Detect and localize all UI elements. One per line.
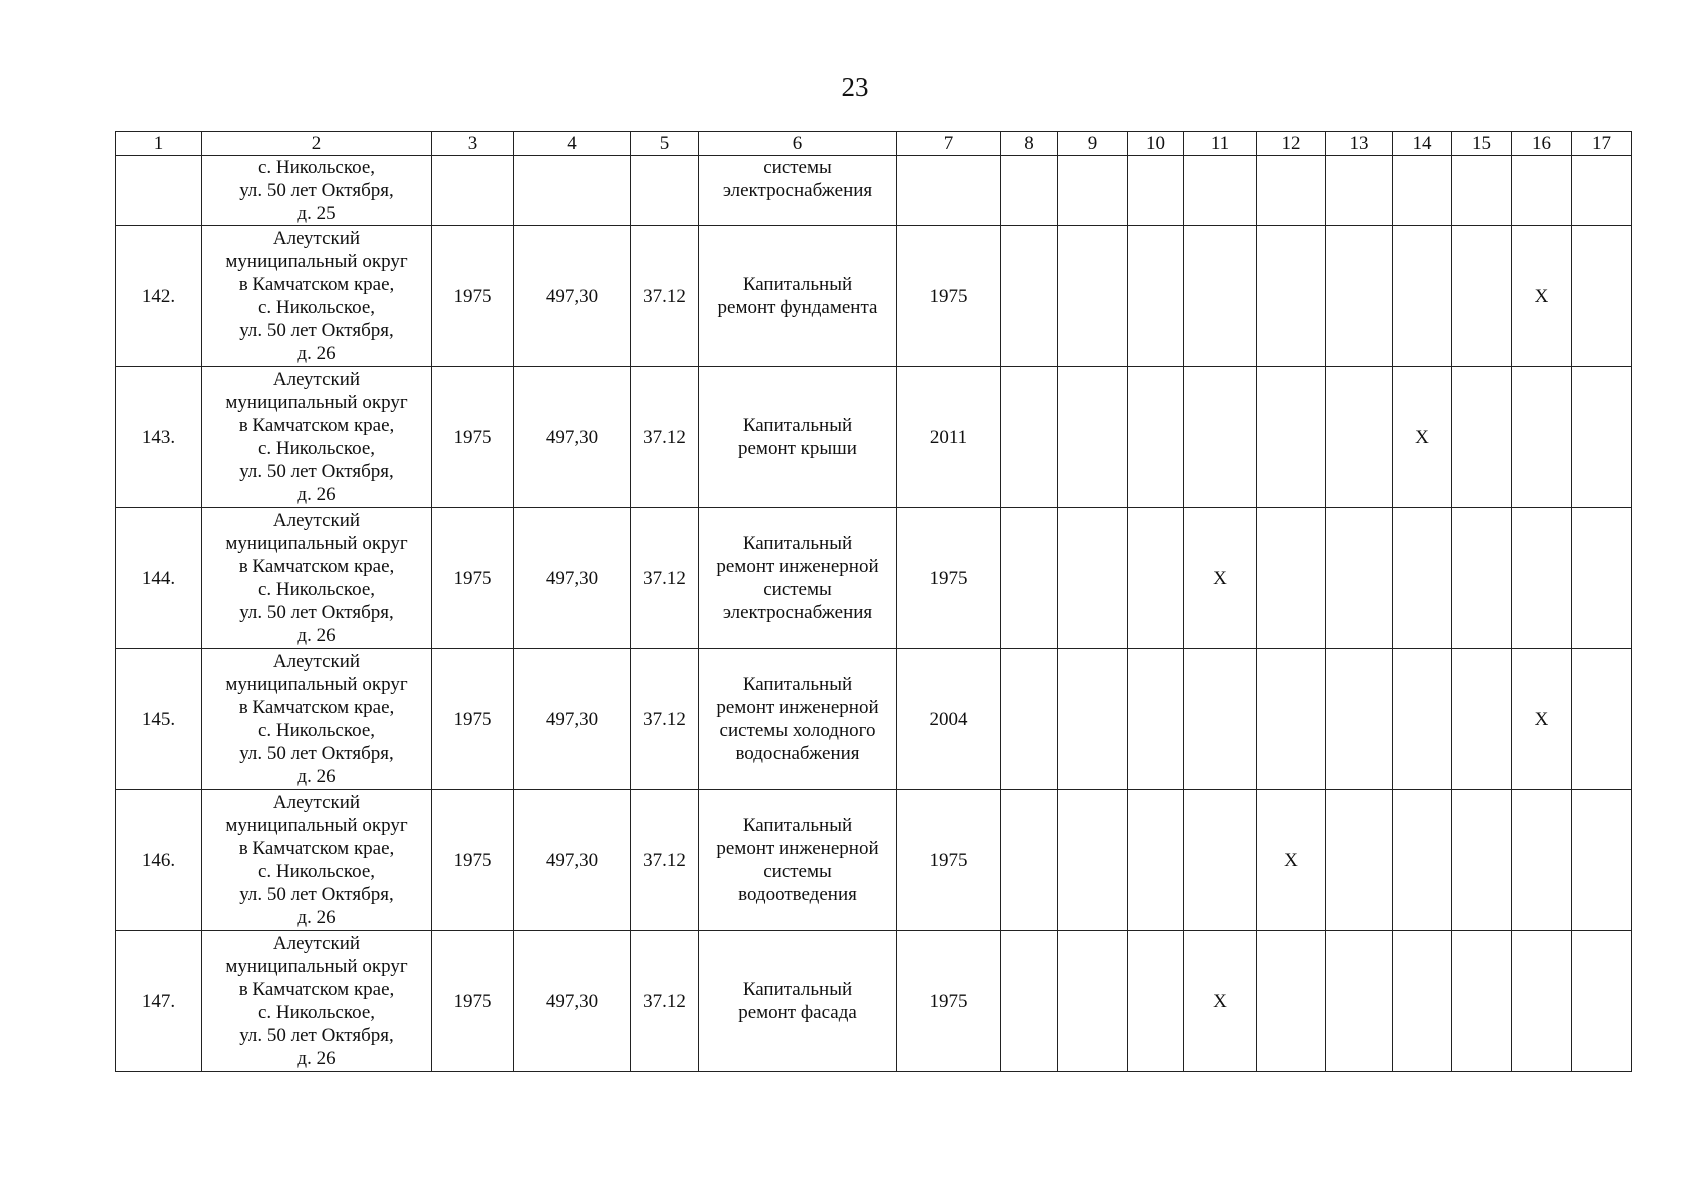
- code-cell: 37.12: [631, 367, 699, 508]
- year-mark-cell: [1058, 508, 1128, 649]
- area-cell: 497,30: [514, 649, 631, 790]
- column-number-header: 16: [1512, 132, 1572, 156]
- year-mark-cell: [1452, 226, 1512, 367]
- year-mark-cell: [1128, 508, 1184, 649]
- column-number-header: 14: [1393, 132, 1452, 156]
- year-mark-cell: [1128, 226, 1184, 367]
- year-mark-cell: [1326, 226, 1393, 367]
- year-mark-cell: [1058, 226, 1128, 367]
- column-number-header: 1: [116, 132, 202, 156]
- column-number-header: 10: [1128, 132, 1184, 156]
- year-mark-cell: [1512, 790, 1572, 931]
- empty-cell: [514, 156, 631, 226]
- repair-year-cell: 1975: [897, 790, 1001, 931]
- year-mark-cell: [1572, 931, 1632, 1072]
- year-mark-cell: [1001, 226, 1058, 367]
- row-number-cell: 142.: [116, 226, 202, 367]
- year-mark-cell: [1512, 931, 1572, 1072]
- year-mark-cell: X: [1512, 226, 1572, 367]
- repair-year-cell: 1975: [897, 931, 1001, 1072]
- year-mark-cell: [1393, 508, 1452, 649]
- address-cell: Алеутский муниципальный округ в Камчатском крае, с. Никольское, ул. 50 лет Октября, д. 26: [202, 931, 432, 1072]
- year-mark-cell: [1572, 508, 1632, 649]
- table-row: [116, 790, 1632, 931]
- empty-cell: [1128, 156, 1184, 226]
- year-mark-cell: [1001, 790, 1058, 931]
- table-row: [116, 226, 1632, 367]
- code-cell: 37.12: [631, 931, 699, 1072]
- empty-cell: [897, 156, 1001, 226]
- column-number-header: 13: [1326, 132, 1393, 156]
- year-mark-cell: X: [1512, 649, 1572, 790]
- empty-cell: [1452, 156, 1512, 226]
- column-number-header: 5: [631, 132, 699, 156]
- year-mark-cell: [1452, 649, 1512, 790]
- table-row: [116, 931, 1632, 1072]
- code-cell: 37.12: [631, 790, 699, 931]
- area-cell: 497,30: [514, 790, 631, 931]
- column-number-header: 3: [432, 132, 514, 156]
- year-mark-cell: [1058, 931, 1128, 1072]
- work-type-cell: системы электроснабжения: [699, 156, 897, 226]
- column-number-header: 6: [699, 132, 897, 156]
- year-mark-cell: [1326, 790, 1393, 931]
- work-type-cell: Капитальный ремонт инженерной системы водоотведения: [699, 790, 897, 931]
- column-number-header: 4: [514, 132, 631, 156]
- column-number-header: 17: [1572, 132, 1632, 156]
- year-mark-cell: [1452, 367, 1512, 508]
- empty-cell: [631, 156, 699, 226]
- work-type-cell: Капитальный ремонт крыши: [699, 367, 897, 508]
- year-mark-cell: [1393, 790, 1452, 931]
- address-cell: Алеутский муниципальный округ в Камчатском крае, с. Никольское, ул. 50 лет Октября, д. 26: [202, 649, 432, 790]
- year-mark-cell: [1257, 367, 1326, 508]
- empty-cell: [116, 156, 202, 226]
- code-cell: 37.12: [631, 226, 699, 367]
- row-number-cell: 143.: [116, 367, 202, 508]
- table-row: [116, 367, 1632, 508]
- year-built-cell: 1975: [432, 508, 514, 649]
- continuation-row: [116, 156, 1632, 226]
- row-number-cell: 146.: [116, 790, 202, 931]
- page-number: 23: [841, 72, 869, 102]
- code-cell: 37.12: [631, 508, 699, 649]
- year-mark-cell: [1326, 931, 1393, 1072]
- year-mark-cell: [1001, 508, 1058, 649]
- work-type-cell: Капитальный ремонт фасада: [699, 931, 897, 1072]
- year-mark-cell: [1184, 367, 1257, 508]
- year-mark-cell: [1326, 367, 1393, 508]
- work-type-cell: Капитальный ремонт фундамента: [699, 226, 897, 367]
- repair-schedule-table: [115, 131, 1632, 1072]
- year-built-cell: 1975: [432, 367, 514, 508]
- area-cell: 497,30: [514, 508, 631, 649]
- table-row: [116, 649, 1632, 790]
- column-number-header: 11: [1184, 132, 1257, 156]
- empty-cell: [1512, 156, 1572, 226]
- empty-cell: [1326, 156, 1393, 226]
- year-mark-cell: [1257, 508, 1326, 649]
- year-mark-cell: [1184, 790, 1257, 931]
- year-mark-cell: [1452, 508, 1512, 649]
- year-mark-cell: [1326, 508, 1393, 649]
- year-mark-cell: [1128, 367, 1184, 508]
- code-cell: 37.12: [631, 649, 699, 790]
- repair-year-cell: 2004: [897, 649, 1001, 790]
- year-mark-cell: [1326, 649, 1393, 790]
- area-cell: 497,30: [514, 226, 631, 367]
- address-cell: Алеутский муниципальный округ в Камчатском крае, с. Никольское, ул. 50 лет Октября, д. 26: [202, 367, 432, 508]
- year-mark-cell: [1572, 226, 1632, 367]
- address-cell: Алеутский муниципальный округ в Камчатском крае, с. Никольское, ул. 50 лет Октября, д. 26: [202, 790, 432, 931]
- year-mark-cell: [1001, 367, 1058, 508]
- address-cell: Алеутский муниципальный округ в Камчатском крае, с. Никольское, ул. 50 лет Октября, д. 26: [202, 508, 432, 649]
- work-type-cell: Капитальный ремонт инженерной системы холодного водоснабжения: [699, 649, 897, 790]
- year-mark-cell: [1257, 649, 1326, 790]
- empty-cell: [1058, 156, 1128, 226]
- address-cell: Алеутский муниципальный округ в Камчатском крае, с. Никольское, ул. 50 лет Октября, д. 26: [202, 226, 432, 367]
- year-mark-cell: [1184, 649, 1257, 790]
- year-mark-cell: [1393, 649, 1452, 790]
- column-number-header: 12: [1257, 132, 1326, 156]
- year-built-cell: 1975: [432, 226, 514, 367]
- year-mark-cell: [1452, 790, 1512, 931]
- area-cell: 497,30: [514, 367, 631, 508]
- year-mark-cell: [1058, 649, 1128, 790]
- year-mark-cell: [1058, 367, 1128, 508]
- repair-year-cell: 2011: [897, 367, 1001, 508]
- year-mark-cell: [1572, 367, 1632, 508]
- empty-cell: [1257, 156, 1326, 226]
- row-number-cell: 147.: [116, 931, 202, 1072]
- year-mark-cell: X: [1257, 790, 1326, 931]
- column-number-header: 2: [202, 132, 432, 156]
- repair-year-cell: 1975: [897, 508, 1001, 649]
- empty-cell: [1572, 156, 1632, 226]
- empty-cell: [1184, 156, 1257, 226]
- year-mark-cell: [1512, 508, 1572, 649]
- year-mark-cell: [1257, 226, 1326, 367]
- repair-year-cell: 1975: [897, 226, 1001, 367]
- area-cell: 497,30: [514, 931, 631, 1072]
- year-mark-cell: [1572, 790, 1632, 931]
- year-mark-cell: X: [1184, 508, 1257, 649]
- year-mark-cell: [1257, 931, 1326, 1072]
- empty-cell: [1393, 156, 1452, 226]
- column-number-header: 7: [897, 132, 1001, 156]
- table-row: [116, 508, 1632, 649]
- empty-cell: [1001, 156, 1058, 226]
- year-mark-cell: [1393, 226, 1452, 367]
- work-type-cell: Капитальный ремонт инженерной системы электроснабжения: [699, 508, 897, 649]
- year-mark-cell: [1572, 649, 1632, 790]
- year-mark-cell: [1184, 226, 1257, 367]
- address-cell: с. Никольское, ул. 50 лет Октября, д. 25: [202, 156, 432, 226]
- year-built-cell: 1975: [432, 790, 514, 931]
- column-number-header: 9: [1058, 132, 1128, 156]
- year-mark-cell: [1128, 790, 1184, 931]
- year-mark-cell: [1393, 931, 1452, 1072]
- year-mark-cell: [1128, 931, 1184, 1072]
- column-number-header-row: [116, 132, 1632, 156]
- year-mark-cell: [1128, 649, 1184, 790]
- year-mark-cell: [1512, 367, 1572, 508]
- year-mark-cell: [1001, 931, 1058, 1072]
- year-mark-cell: [1001, 649, 1058, 790]
- year-built-cell: 1975: [432, 931, 514, 1072]
- year-built-cell: 1975: [432, 649, 514, 790]
- year-mark-cell: [1452, 931, 1512, 1072]
- year-mark-cell: X: [1184, 931, 1257, 1072]
- column-number-header: 15: [1452, 132, 1512, 156]
- row-number-cell: 145.: [116, 649, 202, 790]
- row-number-cell: 144.: [116, 508, 202, 649]
- column-number-header: 8: [1001, 132, 1058, 156]
- year-mark-cell: X: [1393, 367, 1452, 508]
- year-mark-cell: [1058, 790, 1128, 931]
- empty-cell: [432, 156, 514, 226]
